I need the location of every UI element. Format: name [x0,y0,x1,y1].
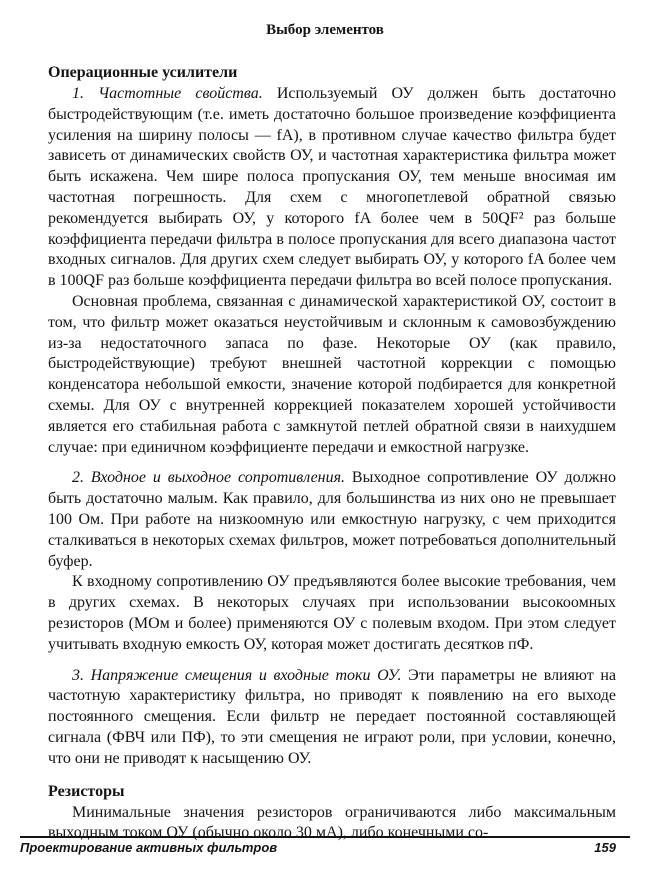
section-heading-op-amps: Операционные усилители [48,64,238,81]
paragraph-resistor-values: Минимальные значения резисторов ограничиваются либо максимальным выходным током ОУ (обычно около 30 мА), либо конечными со- [48,803,616,842]
footer-divider [20,836,630,838]
paragraph-text: Используемый ОУ должен быть достаточно быстродействующим (т.е. иметь достаточно большое произведение коэффициента усиления на ширину полосы — fA), в противном случае качество фильтра будет зависеть от динамических свойств ОУ, и частотная характеристика фильтра может быть искажена. Чем шире полоса пропускания ОУ, тем меньше вносимая им частотная погрешность. Для схем с многопетлевой обратной связью рекомендуется выбирать ОУ, у которого fA более чем в 50QF² раз больше коэффициента передачи фильтра в полосе пропускания для всего диапазона частот входных сигналов. Для других схем следует выбирать ОУ, у которого fA более чем в 100QF раз больше коэффициента передачи фильтра во всей полосе пропускания. [48,85,616,290]
paragraph-lead-italic: 2. Входное и выходное сопротивления. [72,469,346,487]
paragraph-impedance [48,468,616,572]
paragraph-offset-voltage [48,666,616,770]
page-content [48,62,616,844]
footer-book-title: Проектирование активных фильтров [20,840,278,855]
page-number: 159 [594,840,616,855]
paragraph-lead-italic: 1. Частотные свойства. [72,85,263,102]
paragraph-input-impedance: К входному сопротивлению ОУ предъявляются более высокие требования, чем в других схемах. В некоторых случаях при использовании высокоомных резисторов (МОм и более) применяются ОУ с полевым входом. При этом следует учитывать входную емкость ОУ, которая может достигать десятков пФ. [48,573,616,653]
paragraph-text: Выходное сопротивление ОУ должно быть достаточно малым. Как правило, для большинства из них оно не превышает 100 Ом. При работе на низкоомную или емкостную нагрузку, с чем приходится сталкиваться в некоторых схемах фильтров, может потребоваться дополнительный буфер. [48,469,616,570]
paragraph-stability: Основная проблема, связанная с динамической характеристикой ОУ, состоит в том, что фильтр может оказаться неустойчивым и склонным к самовозбуждению из-за недостаточного запаса по фазе. Некоторые ОУ (как правило, быстродействующие) требуют внешней частотной коррекции с помощью конденсатора небольшой емкости, значение которой подбирается для конкретной схемы. Для ОУ с внутренней коррекцией показателем хорошей устойчивости является его стабильная работа с замкнутой петлей обратной связи в наихудшем случае: при единичном коэффициенте передачи и емкостной нагрузке. [48,292,616,456]
page-header-title: Выбор элементов [266,22,384,38]
paragraph-lead-italic: 3. Напряжение смещения и входные токи ОУ. [72,666,402,684]
section-heading-resistors: Резисторы [48,782,125,800]
paragraph-frequency-properties [48,84,616,292]
paragraph-text: Эти параметры не влияют на частотную характеристику фильтра, но приводят к появлению на его выходе постоянного смещения. Если фильтр не передает постоянной составляющей сигнала (ФВЧ или ПФ), то эти смещения не играют роли, при условии, конечно, что они не приводят к насыщению ОУ. [48,666,617,767]
